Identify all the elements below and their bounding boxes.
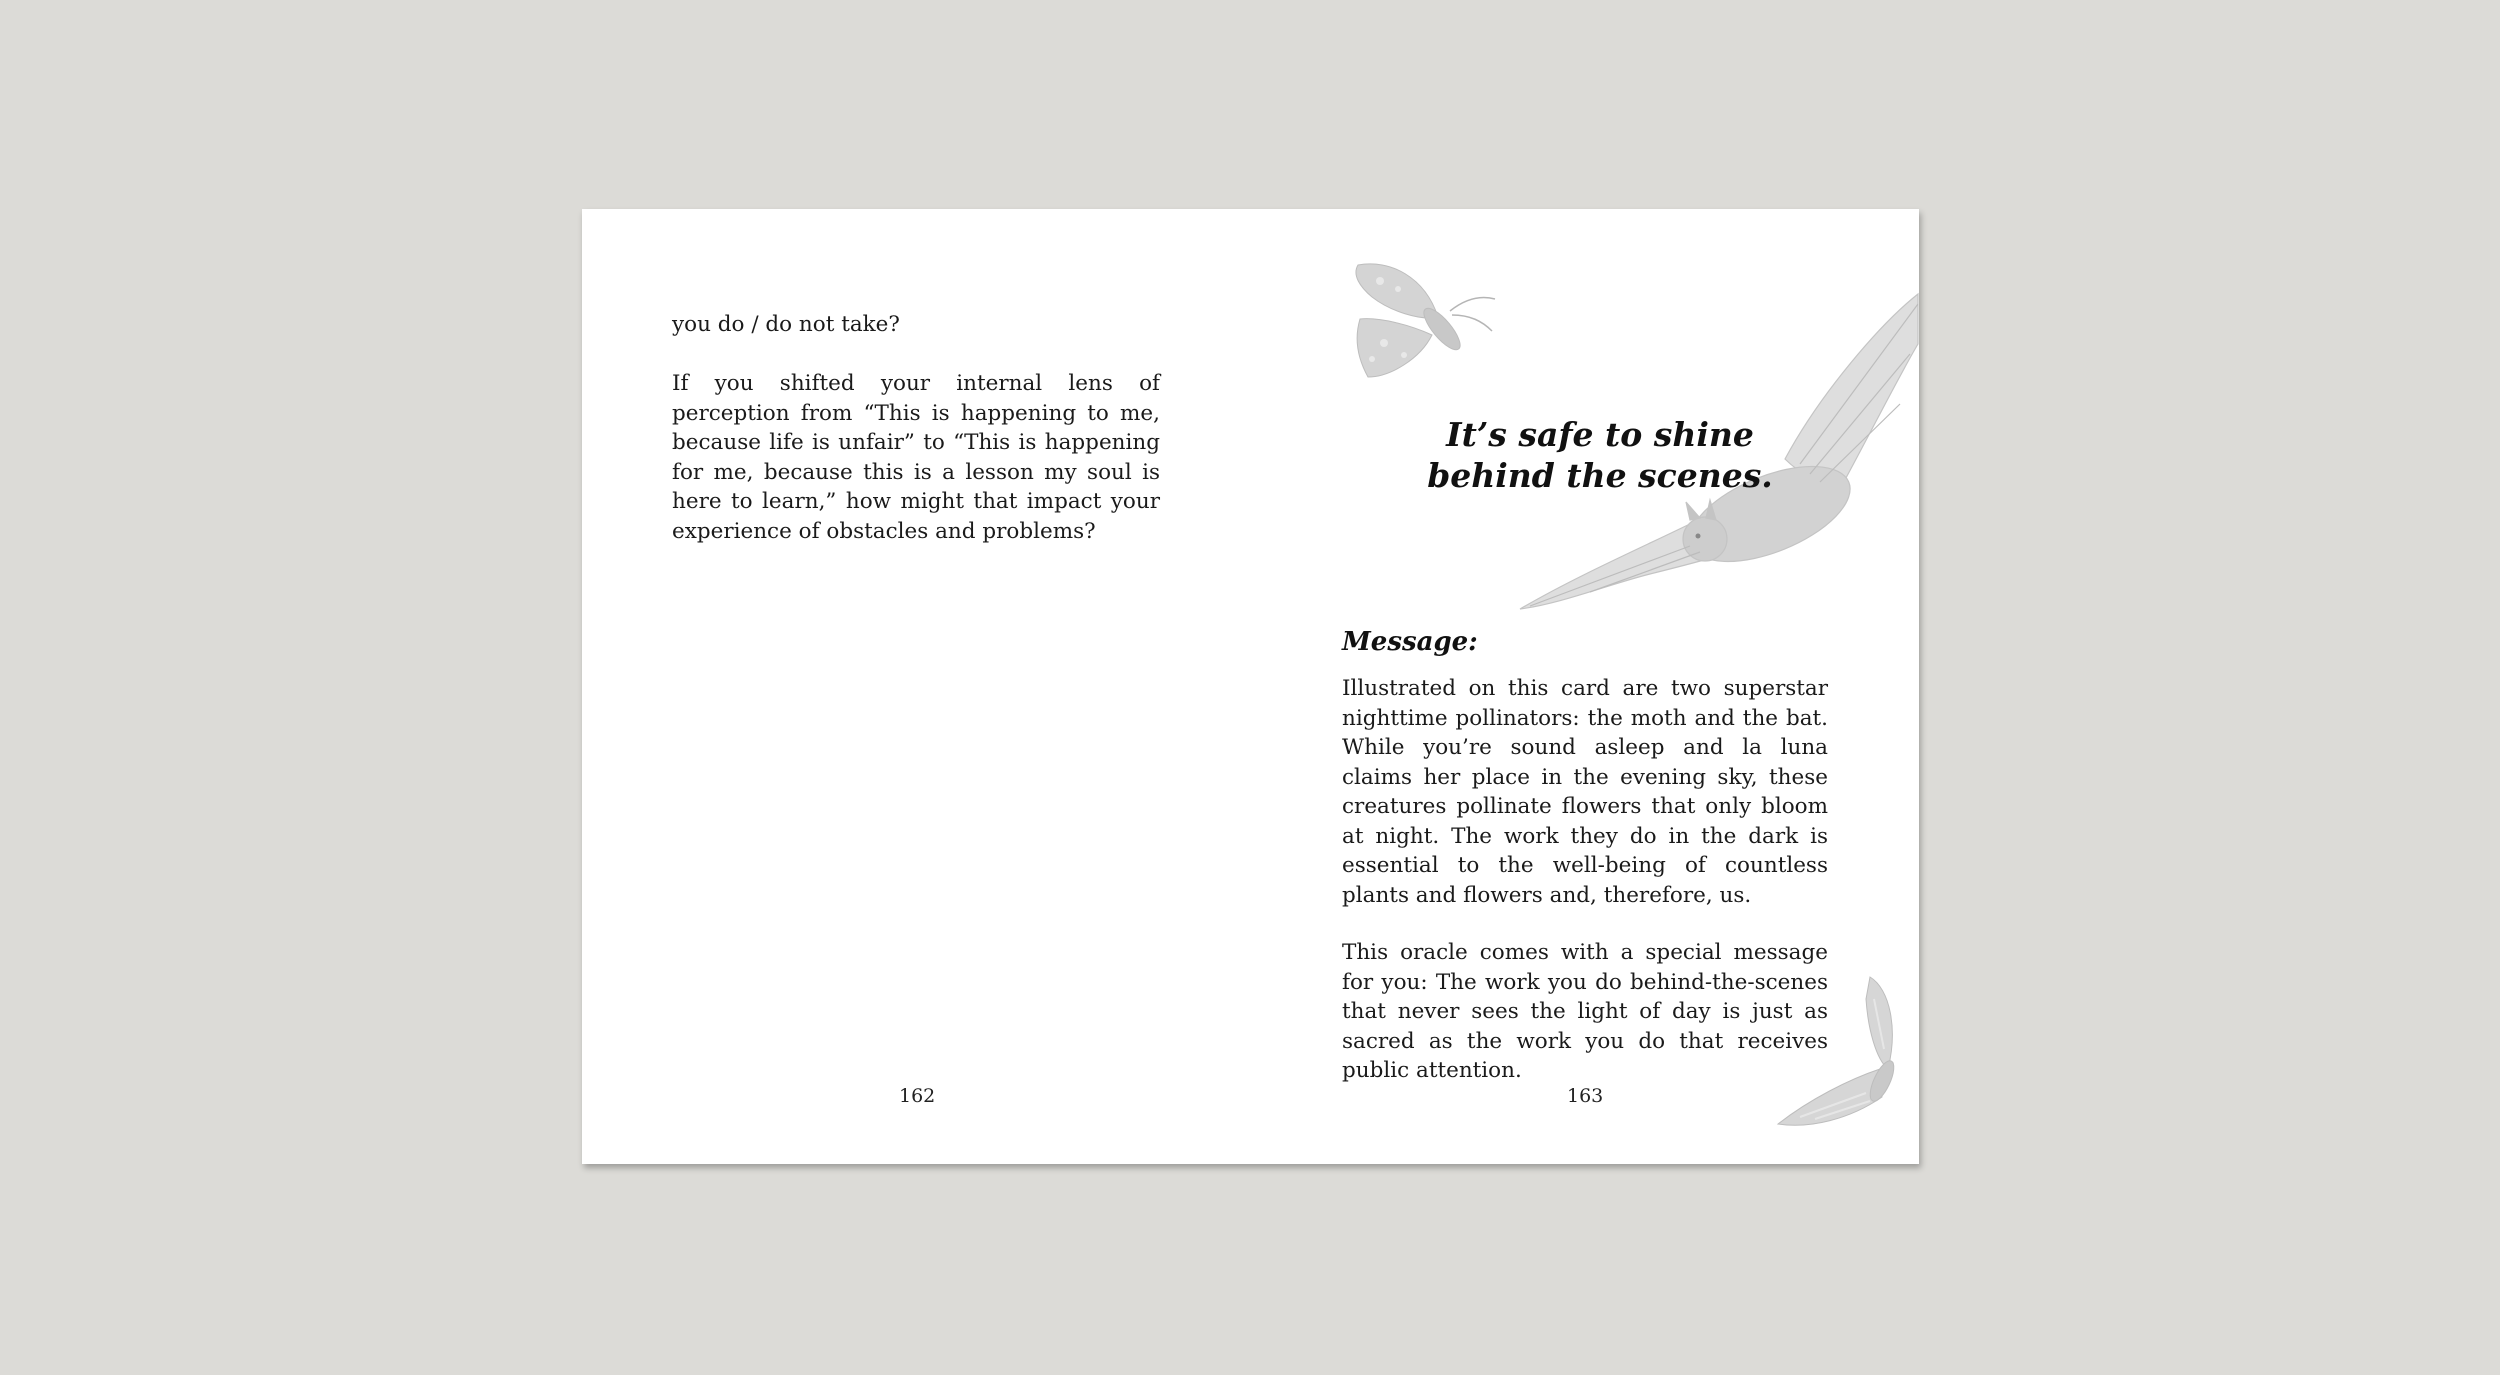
right-paragraph-1: Illustrated on this card are two superstar nighttime pollinators: the moth and the bat. While you’re sound asleep and la luna claims her place in the evening sky, these creatures pollinate flowers that only bloom at night. The work they do in the dark is essential to the well-being of countless plants and flowers and, therefore, us. bbox=[1342, 676, 1828, 908]
headline-line-1: It’s safe to shine bbox=[1446, 415, 1754, 454]
right-paragraph-2: This oracle comes with a special message for you: The work you do behind-the-scenes that never sees the light of day is just as sacred as the work you do that receives public attention. bbox=[1342, 940, 1828, 1083]
left-paragraph-1: you do / do not take? bbox=[672, 312, 900, 337]
left-page bbox=[582, 209, 1250, 1164]
headline-line-2: behind the scenes. bbox=[1427, 456, 1773, 495]
card-headline bbox=[1350, 414, 1850, 496]
message-label: Message: bbox=[1342, 627, 1478, 657]
right-page bbox=[1250, 209, 1919, 1164]
moth-illustration bbox=[1350, 259, 1500, 394]
page-number-left: 162 bbox=[899, 1085, 936, 1107]
page-number-right: 163 bbox=[1567, 1085, 1604, 1107]
left-paragraph-2: If you shifted your internal lens of perception from “This is happening to me, because life is unfair” to “This is happening for me, because this is a lesson my soul is here to learn,” how might that impact your experience of obstacles and problems? bbox=[672, 371, 1160, 544]
book-spread bbox=[582, 209, 1919, 1164]
